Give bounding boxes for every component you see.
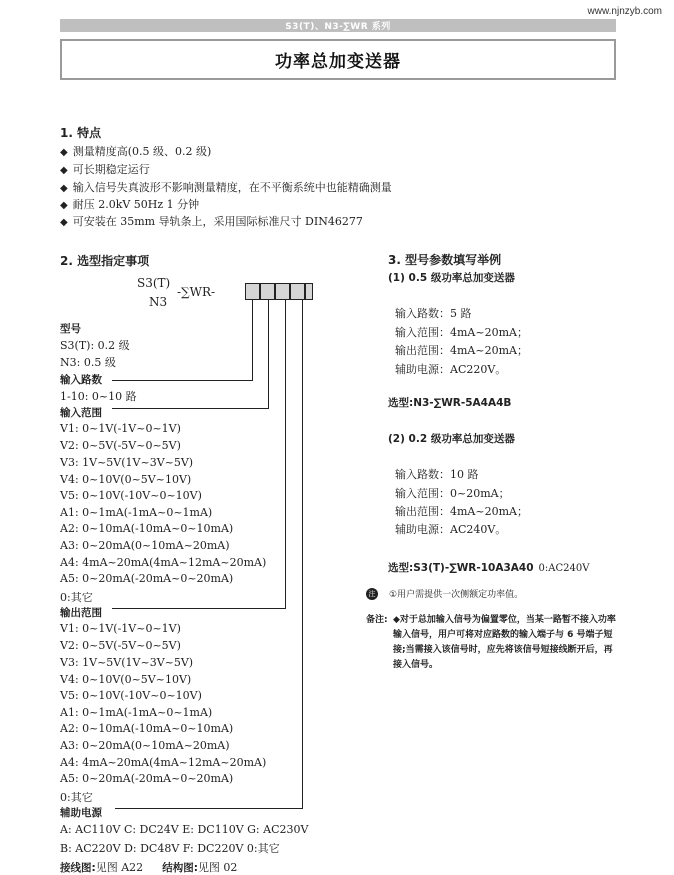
example1-title: (1) 0.5 级功率总加变送器 [388,272,515,284]
output-range-item: V1: 0~1V(-1V~0~1V) [60,622,181,635]
example2-title: (2) 0.2 级功率总加变送器 [388,433,515,445]
struct-value: 见图 02 [197,861,238,874]
section3-heading: 3. 型号参数填写举例 [388,253,502,267]
output-range-item: 0:其它 [60,791,93,804]
feature-item: ◆ 耐压 2.0kV 50Hz 1 分钟 [60,198,200,211]
input-range-item: A4: 4mA~20mA(4mA~12mA~20mA) [60,556,267,569]
output-range-item: A2: 0~10mA(-10mA~0~10mA) [60,722,234,735]
power-options-line2: B: AC220V D: DC48V F: DC220V 0:其它 [60,842,280,855]
connector-line [112,608,286,609]
model-top: S3(T) [137,276,171,290]
connector-line [112,380,253,381]
output-range-item: V3: 1V~5V(1V~3V~5V) [60,656,194,669]
input-range-item: V1: 0~1V(-1V~0~1V) [60,422,181,435]
page-title: 功率总加变送器 [275,52,401,72]
remark-label: 备注: [366,615,388,625]
example1-selection: 选型:N3-∑WR-5A4A4B [388,397,512,409]
connector-line [302,300,303,808]
feature-item: ◆ 输入信号失真波形不影响测量精度，在不平衡系统中也能精确测量 [60,181,392,194]
feature-item: ◆ 测量精度高(0.5 级、0.2 级) [60,145,212,158]
input-range-item: 0:其它 [60,591,93,604]
note-text: ①用户需提供一次侧额定功率值。 [389,590,524,600]
power-label: 辅助电源 [60,807,102,819]
struct-label: 结构图: [162,862,198,874]
series-banner [60,19,616,32]
input-range-item: A2: 0~10mA(-10mA~0~10mA) [60,522,234,535]
type-item: S3(T): 0.2 级 [60,339,130,352]
input-range-item: V2: 0~5V(-5V~0~5V) [60,439,181,452]
type-label: 型号 [60,323,81,335]
bullet-icon: ◆ [60,217,68,228]
example1-line: 输入路数：5 路 [395,307,472,320]
website-url: www.njnzyb.com [587,6,662,17]
bullet-icon: ◆ [60,200,68,211]
series-label: S3(T)、N3-∑WR 系列 [285,22,391,32]
feature-item: ◆ 可安装在 35mm 导轨条上，采用国际标准尺寸 DIN46277 [60,215,363,228]
example2-line: 输出范围：4mA~20mA； [395,505,528,518]
code-cell [275,283,290,300]
input-range-item: V4: 0~10V(0~5V~10V) [60,473,192,486]
example2-line: 辅助电源：AC240V。 [395,523,507,536]
example1-line: 输入范围：4mA~20mA； [395,326,528,339]
feature-item: ◆ 可长期稳定运行 [60,163,150,176]
output-range-item: V5: 0~10V(-10V~0~10V) [60,689,202,702]
remark-line: 接;当需接入该信号时，应先将该信号短接线断开后，再 [393,645,613,655]
bullet-icon: ◆ [60,147,68,158]
output-range-item: A4: 4mA~20mA(4mA~12mA~20mA) [60,756,267,769]
input-range-item: A5: 0~20mA(-20mA~0~20mA) [60,572,234,585]
output-range-item: V4: 0~10V(0~5V~10V) [60,673,192,686]
wiring-value: 见图 A22 [95,861,144,874]
code-cell [305,283,313,300]
channels-value: 1-10: 0~10 路 [60,390,137,403]
example1-line: 输出范围：4mA~20mA； [395,344,528,357]
code-cell [290,283,305,300]
note-badge-icon: 注 [366,588,378,600]
wiring-label: 接线图: [60,862,96,874]
title-box [60,39,616,80]
output-range-item: A3: 0~20mA(0~10mA~20mA) [60,739,230,752]
connector-line [112,408,269,409]
note-row [366,587,523,600]
section2-heading: 2. 选型指定事项 [60,254,150,268]
bullet-icon: ◆ [60,183,68,194]
output-range-item: A5: 0~20mA(-20mA~0~20mA) [60,772,234,785]
example2-line: 输入范围：0~20mA； [395,487,510,500]
input-range-item: A3: 0~20mA(0~10mA~20mA) [60,539,230,552]
input-range-item: A1: 0~1mA(-1mA~0~1mA) [60,506,213,519]
remark-line: 输入信号，用户可将对应路数的输入端子与 6 号端子短 [393,630,613,640]
connector-line [115,808,303,809]
model-bottom: N3 [149,295,168,309]
power-options-line1: A: AC110V C: DC24V E: DC110V G: AC230V [60,823,309,836]
bullet-icon: ◆ [60,165,68,176]
connector-line [268,300,269,408]
drawing-refs [60,856,237,875]
output-range-item: A1: 0~1mA(-1mA~0~1mA) [60,706,213,719]
channels-label: 输入路数 [60,374,102,386]
example2-line: 输入路数：10 路 [395,468,479,481]
input-range-label: 输入范围 [60,407,102,419]
remark-line: ◆对于总加输入信号为偏置零位，当某一路暂不接入功率 [393,615,616,625]
output-range-item: V2: 0~5V(-5V~0~5V) [60,639,181,652]
code-cell [245,283,260,300]
model-suffix: -∑WR- [177,285,216,299]
example2-selection: 选型:S3(T)-∑WR-10A3A40 0:AC240V [388,562,590,574]
output-range-label: 输出范围 [60,607,102,619]
input-range-item: V5: 0~10V(-10V~0~10V) [60,489,202,502]
remark-line: 接入信号。 [393,660,439,670]
section1-heading: 1. 特点 [60,126,102,140]
connector-line [252,300,253,380]
connector-line [285,300,286,608]
input-range-item: V3: 1V~5V(1V~3V~5V) [60,456,194,469]
type-item: N3: 0.5 级 [60,356,116,369]
code-cell [260,283,275,300]
example1-line: 辅助电源：AC220V。 [395,363,507,376]
